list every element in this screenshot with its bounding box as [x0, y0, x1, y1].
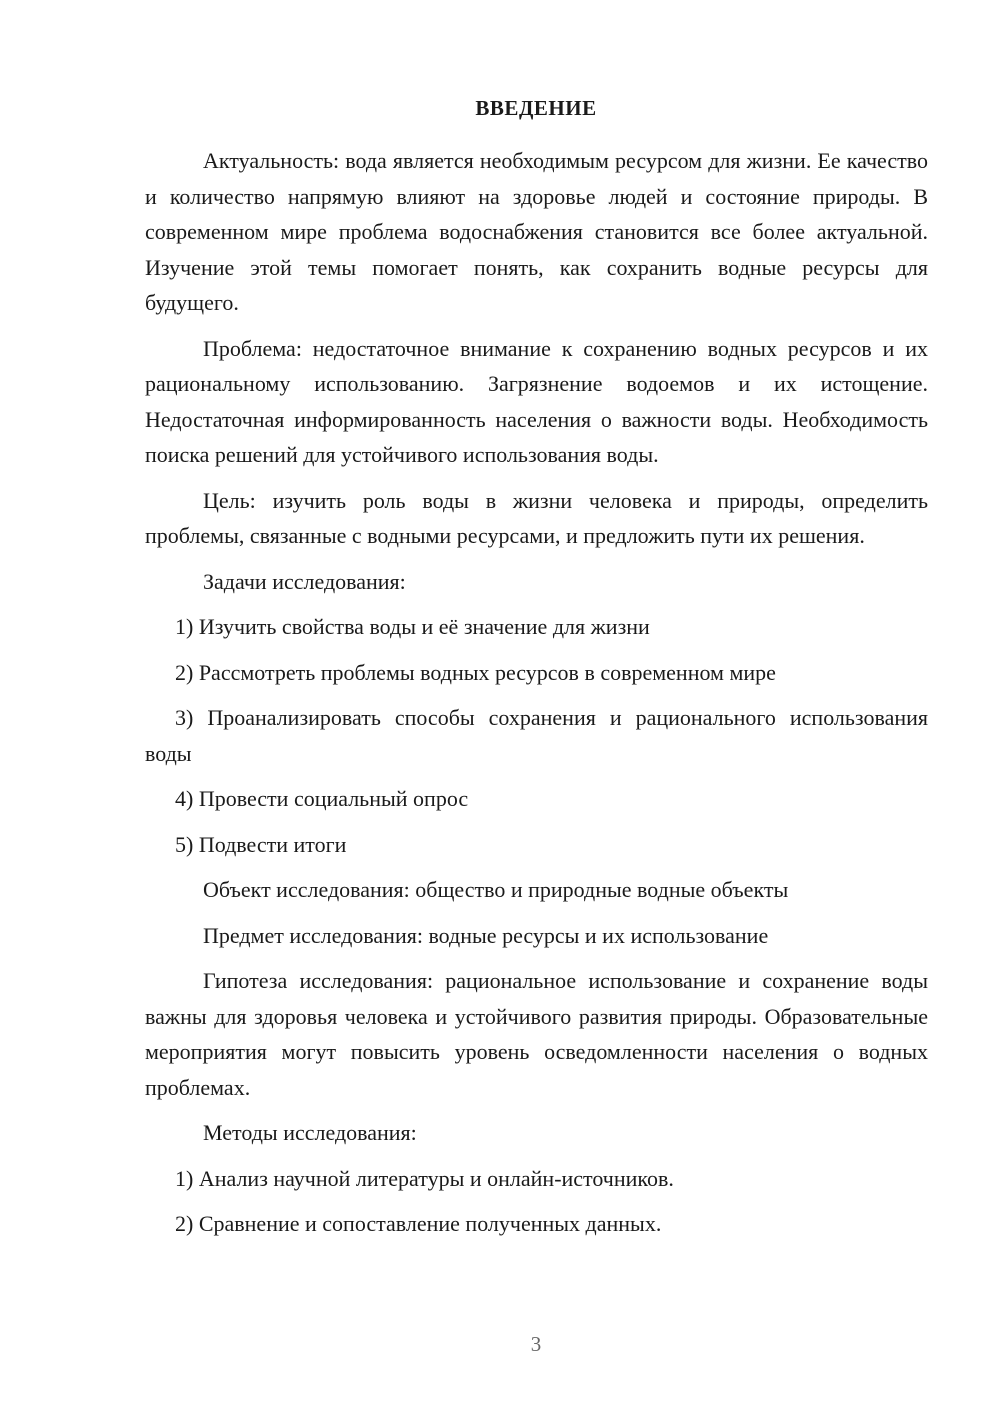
object-paragraph: Объект исследования: общество и природные водные объекты	[203, 877, 789, 902]
task-item: 1) Изучить свойства воды и её значение для жизни	[175, 614, 650, 639]
problem-paragraph: Проблема: недостаточное внимание к сохранению водных ресурсов и их рациональному использованию. Загрязнение водоемов и их истощение. Недостаточная информированность населения о важности воды. Необходимость поиска решений для устойчивого использования воды.	[145, 335, 928, 467]
hypothesis-paragraph: Гипотеза исследования: рациональное использование и сохранение воды важны для здоровья человека и устойчивого развития природы. Образовательные мероприятия могут повысить уровень осведомленности населения о водных проблемах.	[145, 968, 928, 1100]
tasks-heading: Задачи исследования:	[203, 568, 406, 594]
task-item: 5) Подвести итоги	[175, 831, 347, 857]
method-item: 2) Сравнение и сопоставление полученных данных.	[175, 1211, 662, 1236]
document-body	[145, 143, 928, 1252]
methods-heading: Методы исследования:	[203, 1120, 417, 1145]
goal-paragraph: Цель: изучить роль воды в жизни человека и природы, определить проблемы, связанные с водными ресурсами, и предложить пути их решения.	[145, 487, 928, 548]
method-item: 1) Анализ научной литературы и онлайн-источников.	[175, 1165, 674, 1191]
task-item: 2) Рассмотреть проблемы водных ресурсов в современном мире	[175, 659, 776, 685]
task-item: 3) Проанализировать способы сохранения и рационального использования воды	[145, 705, 928, 766]
subject-paragraph: Предмет исследования: водные ресурсы и их использование	[203, 922, 769, 948]
relevance-paragraph: Актуальность: вода является необходимым ресурсом для жизни. Ее качество и количество напрямую влияют на здоровье людей и состояние природы. В современном мире проблема водоснабжения становится все более актуальной. Изучение этой темы помогает понять, как сохранить водные ресурсы для будущего.	[145, 148, 928, 315]
section-title: ВВЕДЕНИЕ	[475, 96, 597, 120]
page-number: 3	[530, 1332, 542, 1356]
task-item: 4) Провести социальный опрос	[175, 786, 469, 811]
